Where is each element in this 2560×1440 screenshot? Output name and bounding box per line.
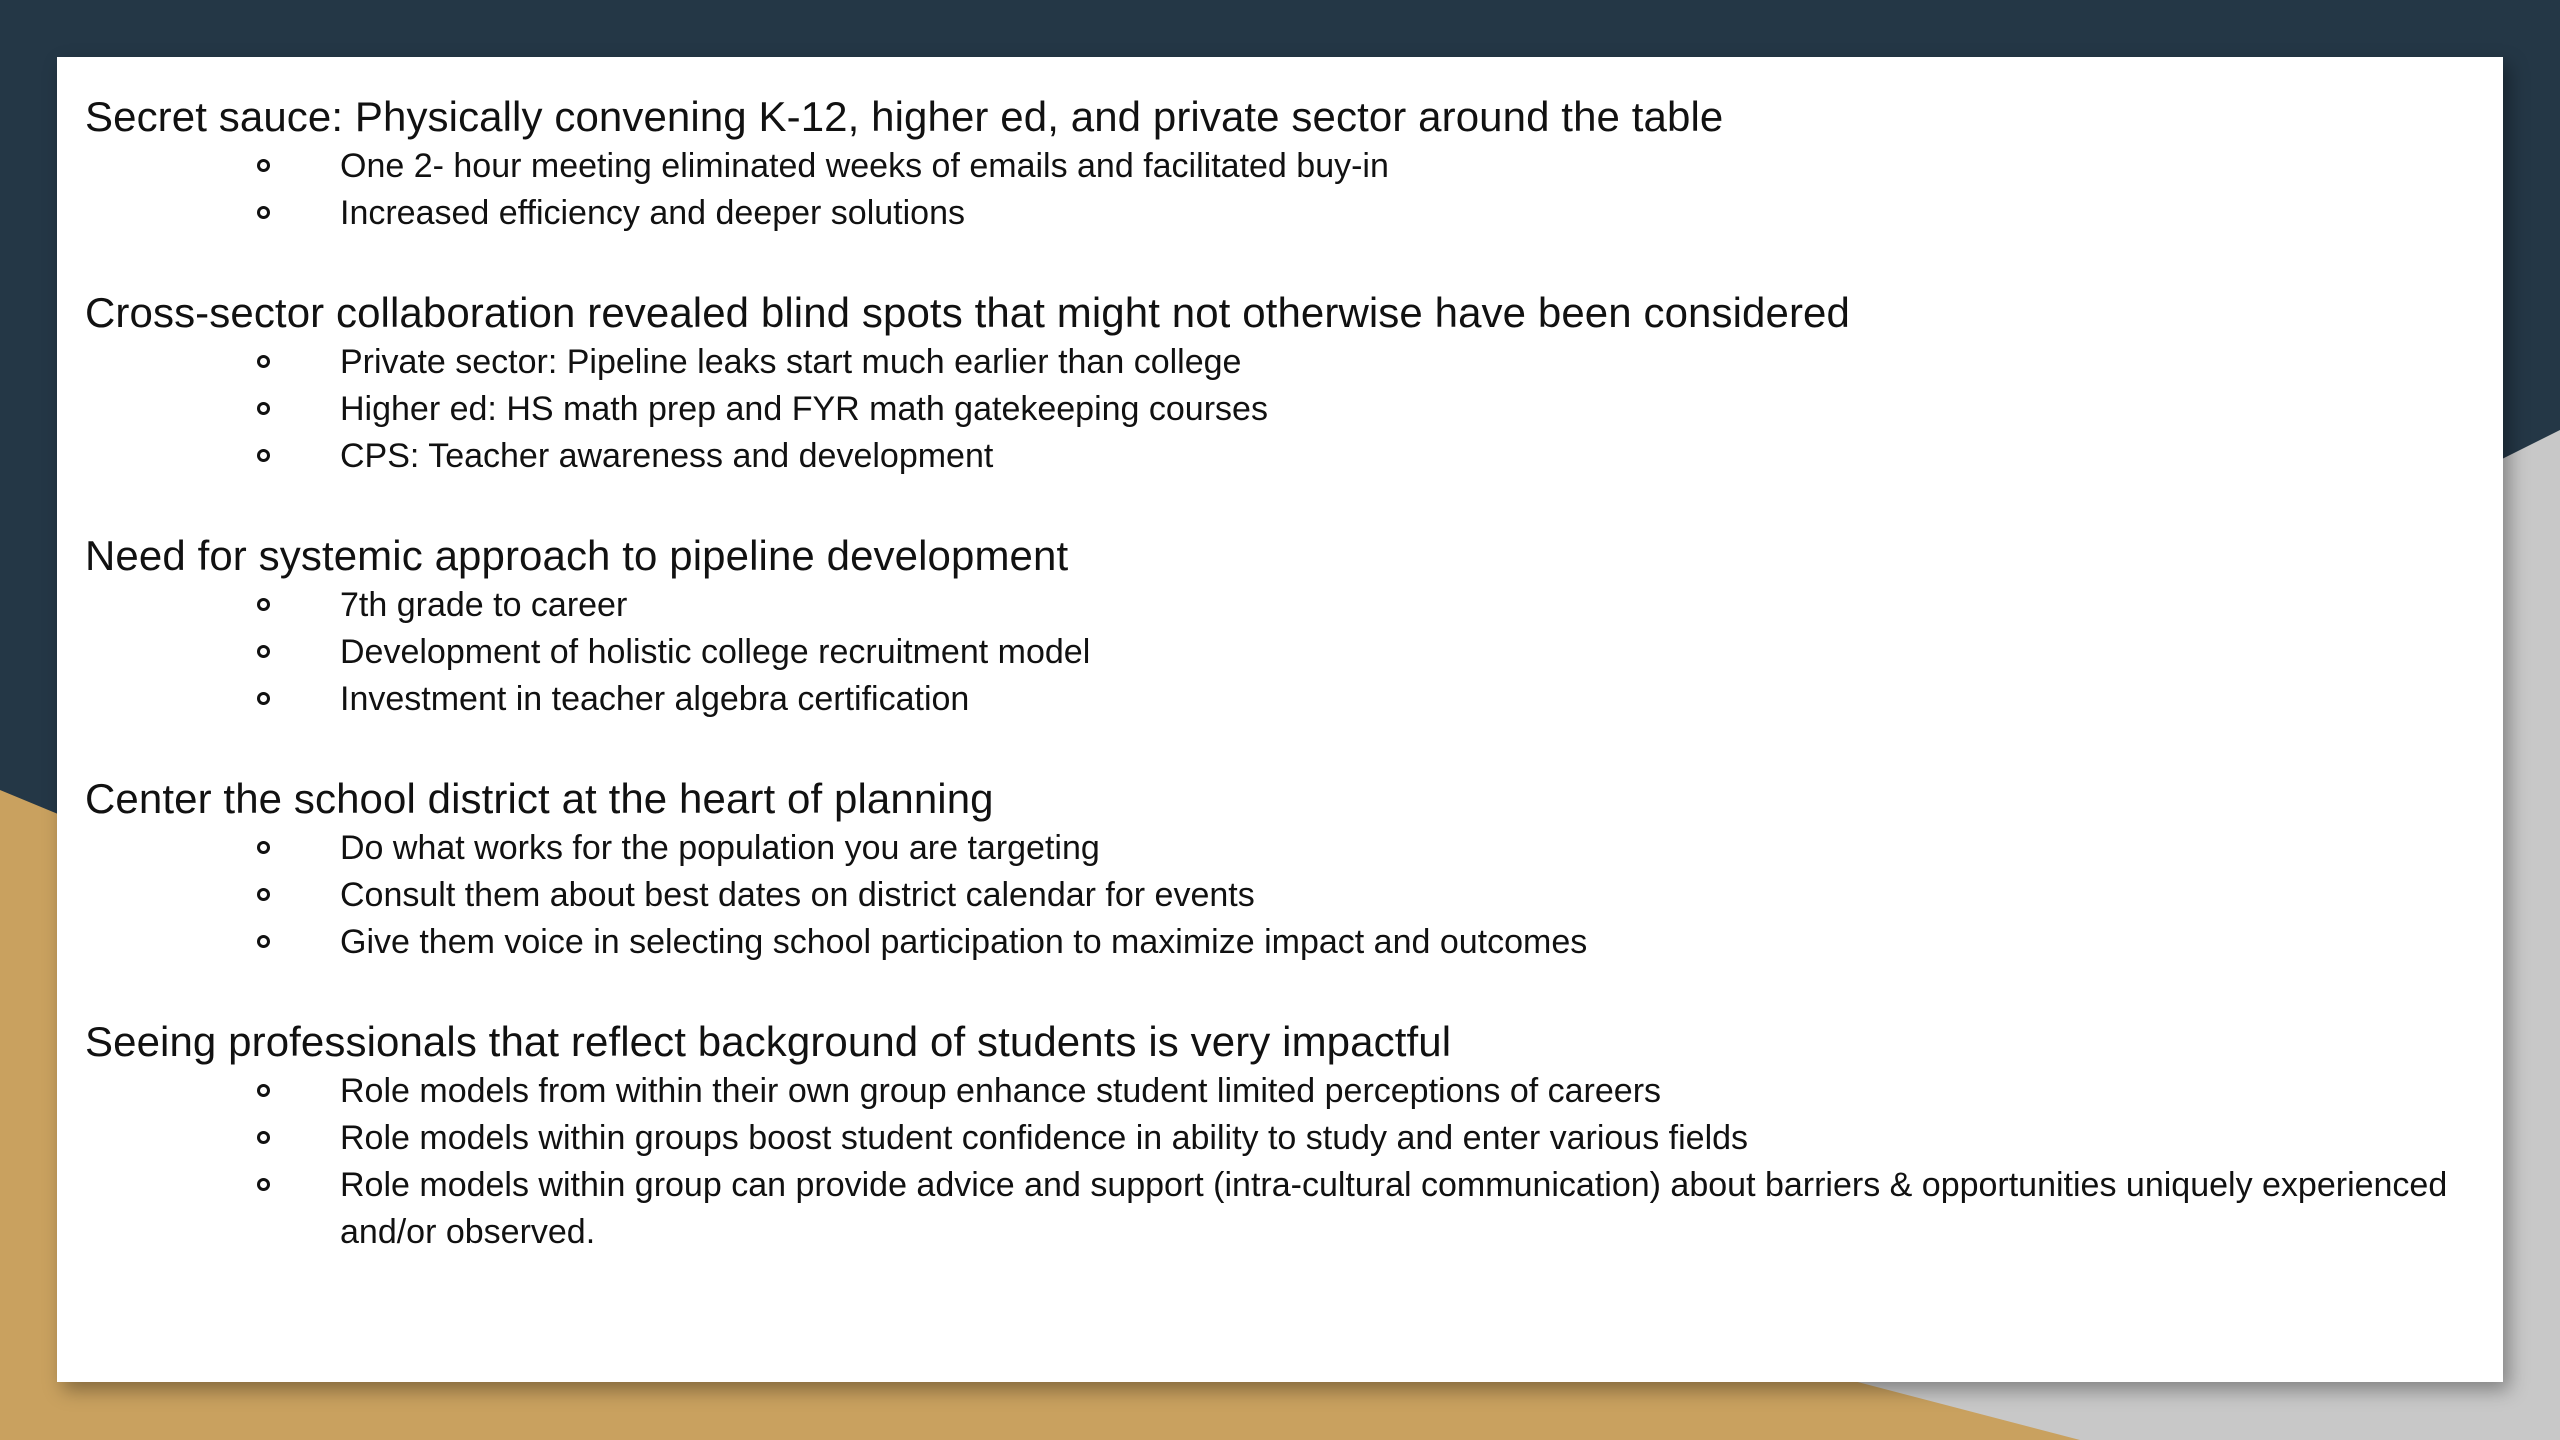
hollow-circle-bullet-icon: [257, 449, 270, 462]
section-heading: Cross-sector collaboration revealed blind spots that might not otherwise have been considered: [85, 289, 1850, 336]
bullet-item: [85, 386, 2463, 433]
hollow-circle-bullet-icon: [257, 402, 270, 415]
hollow-circle-bullet-icon: [257, 598, 270, 611]
section-heading: Secret sauce: Physically convening K-12, higher ed, and private sector around the table: [85, 93, 1724, 140]
bullet-item: [85, 582, 2463, 629]
slide-content: [85, 91, 2463, 1256]
section-secret-sauce: [85, 91, 2463, 237]
hollow-circle-bullet-icon: [257, 1178, 270, 1191]
bullet-item: [85, 190, 2463, 237]
bullet-text: Role models from within their own group enhance student limited perceptions of careers: [340, 1072, 1662, 1110]
section-heading: Need for systemic approach to pipeline development: [85, 532, 1069, 579]
bullet-item: [85, 1162, 2463, 1256]
bullet-text: Give them voice in selecting school participation to maximize impact and outcomes: [340, 923, 1588, 961]
section-systemic-approach: [85, 530, 2463, 723]
bullet-item: [85, 143, 2463, 190]
bullet-item: [85, 872, 2463, 919]
hollow-circle-bullet-icon: [257, 888, 270, 901]
bullet-item: [85, 676, 2463, 723]
section-heading: Center the school district at the heart of planning: [85, 775, 994, 822]
bullet-item: [85, 825, 2463, 872]
section-role-models: [85, 1016, 2463, 1256]
bullet-item: [85, 629, 2463, 676]
bullet-text: Development of holistic college recruitment model: [340, 633, 1091, 671]
bullet-item: [85, 1068, 2463, 1115]
bullet-text: Investment in teacher algebra certification: [340, 680, 970, 718]
bullet-text: Role models within group can provide advice and support (intra-cultural communication) about barriers & opportunities uniquely experienced and/or observed.: [340, 1166, 2448, 1251]
hollow-circle-bullet-icon: [257, 841, 270, 854]
hollow-circle-bullet-icon: [257, 645, 270, 658]
bullet-text: Higher ed: HS math prep and FYR math gatekeeping courses: [340, 390, 1268, 428]
bullet-item: [85, 1115, 2463, 1162]
hollow-circle-bullet-icon: [257, 935, 270, 948]
hollow-circle-bullet-icon: [257, 692, 270, 705]
bullet-text: One 2- hour meeting eliminated weeks of emails and facilitated buy-in: [340, 147, 1389, 185]
section-cross-sector: [85, 287, 2463, 480]
bullet-item: [85, 339, 2463, 386]
bullet-item: [85, 919, 2463, 966]
slide-card: [57, 57, 2503, 1382]
hollow-circle-bullet-icon: [257, 159, 270, 172]
bullet-text: Role models within groups boost student confidence in ability to study and enter various fields: [340, 1119, 1749, 1157]
bullet-text: Increased efficiency and deeper solutions: [340, 194, 965, 232]
bullet-text: Consult them about best dates on district calendar for events: [340, 876, 1255, 914]
bullet-text: CPS: Teacher awareness and development: [340, 437, 994, 475]
bullet-text: Private sector: Pipeline leaks start much earlier than college: [340, 343, 1242, 381]
bullet-list: [85, 339, 2463, 480]
bullet-text: Do what works for the population you are targeting: [340, 829, 1100, 867]
hollow-circle-bullet-icon: [257, 1084, 270, 1097]
bullet-list: [85, 582, 2463, 723]
section-school-district: [85, 773, 2463, 966]
hollow-circle-bullet-icon: [257, 206, 270, 219]
bullet-list: [85, 825, 2463, 966]
section-heading: Seeing professionals that reflect background of students is very impactful: [85, 1018, 1452, 1065]
bullet-list: [85, 143, 2463, 237]
bullet-text: 7th grade to career: [340, 586, 628, 624]
bullet-item: [85, 433, 2463, 480]
hollow-circle-bullet-icon: [257, 355, 270, 368]
bullet-list: [85, 1068, 2463, 1256]
hollow-circle-bullet-icon: [257, 1131, 270, 1144]
